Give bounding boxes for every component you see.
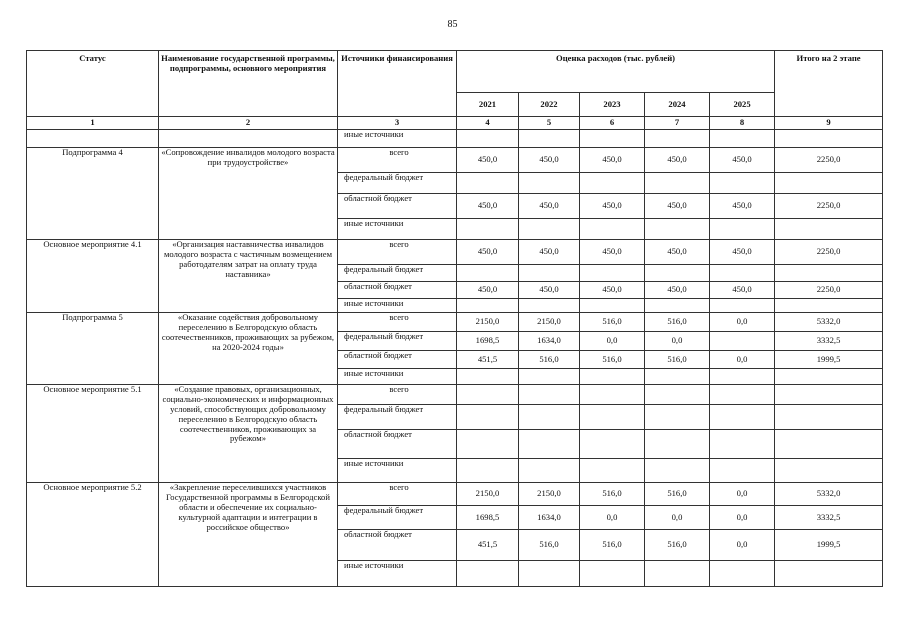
year-value — [580, 265, 645, 282]
row-name: «Оказание содействия добровольному переселению в Белгородскую область соотечественников, проживающих за рубежом, на 2020-2024 годы» — [159, 313, 338, 385]
year-value: 0,0 — [710, 506, 775, 530]
column-number: 8 — [710, 117, 775, 130]
page-number: 85 — [447, 19, 458, 30]
year-value — [519, 561, 580, 587]
year-value — [519, 405, 580, 430]
year-value: 451,5 — [457, 351, 519, 369]
header-year: 2023 — [580, 93, 645, 117]
row-status: Подпрограмма 5 — [27, 313, 159, 385]
header-estimate: Оценка расходов (тыс. рублей) — [457, 51, 775, 93]
total-value: 2250,0 — [775, 148, 883, 173]
year-value — [645, 430, 710, 459]
source-label: иные источники — [338, 369, 457, 385]
year-value — [457, 561, 519, 587]
source-label: всего — [338, 148, 457, 173]
year-value — [645, 405, 710, 430]
year-value: 450,0 — [457, 282, 519, 299]
year-value: 1698,5 — [457, 332, 519, 351]
source-label: областной бюджет — [338, 430, 457, 459]
year-value: 1634,0 — [519, 332, 580, 351]
year-value: 516,0 — [580, 483, 645, 506]
year-value — [457, 173, 519, 194]
year-value: 0,0 — [710, 351, 775, 369]
source-label: иные источники — [338, 219, 457, 240]
year-value: 516,0 — [645, 530, 710, 561]
year-value: 450,0 — [519, 282, 580, 299]
year-value — [457, 385, 519, 405]
year-value: 2150,0 — [457, 483, 519, 506]
year-value: 450,0 — [645, 148, 710, 173]
total-value: 5332,0 — [775, 483, 883, 506]
year-value — [645, 265, 710, 282]
row-status: Основное мероприятие 5.2 — [27, 483, 159, 587]
source-label: областной бюджет — [338, 351, 457, 369]
table-row — [27, 313, 883, 332]
source-label: иные источники — [338, 459, 457, 483]
year-value — [645, 173, 710, 194]
column-number: 2 — [159, 117, 338, 130]
header-name: Наименование государственной программы, подпрограммы, основного мероприятия — [159, 51, 338, 117]
row-status: Подпрограмма 4 — [27, 148, 159, 240]
year-value — [710, 332, 775, 351]
row-status: Основное мероприятие 4.1 — [27, 240, 159, 313]
year-value: 516,0 — [645, 483, 710, 506]
source-label: всего — [338, 385, 457, 405]
year-value: 450,0 — [457, 148, 519, 173]
year-value — [580, 430, 645, 459]
year-value: 0,0 — [710, 530, 775, 561]
total-value: 2250,0 — [775, 282, 883, 299]
source-label: федеральный бюджет — [338, 265, 457, 282]
source-label: всего — [338, 313, 457, 332]
source-label: федеральный бюджет — [338, 405, 457, 430]
year-value: 450,0 — [710, 194, 775, 219]
column-number: 4 — [457, 117, 519, 130]
year-value — [710, 430, 775, 459]
year-value: 516,0 — [580, 530, 645, 561]
total-value: 5332,0 — [775, 313, 883, 332]
year-value — [580, 561, 645, 587]
year-value — [457, 265, 519, 282]
source-label: федеральный бюджет — [338, 173, 457, 194]
year-value: 2150,0 — [519, 483, 580, 506]
source-label: всего — [338, 240, 457, 265]
source-label: областной бюджет — [338, 282, 457, 299]
year-value: 450,0 — [457, 240, 519, 265]
year-value — [710, 173, 775, 194]
row-name: «Создание правовых, организационных, социально-экономических и информационных условий, способствующих добровольному переселению в Белгородскую область соотечественников, проживающих за рубежом» — [159, 385, 338, 483]
total-value — [775, 405, 883, 430]
year-value — [710, 369, 775, 385]
year-value: 0,0 — [710, 483, 775, 506]
year-value: 0,0 — [580, 506, 645, 530]
year-value — [519, 369, 580, 385]
total-value — [775, 561, 883, 587]
header-year: 2025 — [710, 93, 775, 117]
year-value: 450,0 — [710, 148, 775, 173]
year-value: 450,0 — [580, 282, 645, 299]
source-label: всего — [338, 483, 457, 506]
year-value — [519, 265, 580, 282]
year-value — [457, 405, 519, 430]
year-value — [519, 430, 580, 459]
year-value: 450,0 — [519, 240, 580, 265]
year-value — [580, 405, 645, 430]
total-value: 3332,5 — [775, 506, 883, 530]
column-number: 5 — [519, 117, 580, 130]
year-value — [580, 219, 645, 240]
total-value — [775, 299, 883, 313]
source-label: областной бюджет — [338, 530, 457, 561]
year-value — [710, 385, 775, 405]
year-value: 2150,0 — [457, 313, 519, 332]
source-label: иные источники — [338, 561, 457, 587]
year-value — [457, 459, 519, 483]
empty-cell — [159, 130, 338, 148]
year-value: 450,0 — [710, 240, 775, 265]
row-name: «Сопровождение инвалидов молодого возраста при трудоустройстве» — [159, 148, 338, 240]
header-year: 2022 — [519, 93, 580, 117]
year-value: 450,0 — [645, 240, 710, 265]
year-value: 450,0 — [580, 240, 645, 265]
year-value: 0,0 — [645, 332, 710, 351]
year-value: 516,0 — [645, 351, 710, 369]
year-value — [457, 430, 519, 459]
year-value — [519, 299, 580, 313]
year-value — [519, 173, 580, 194]
year-value — [710, 265, 775, 282]
year-value: 516,0 — [519, 351, 580, 369]
year-value — [580, 299, 645, 313]
year-value — [457, 219, 519, 240]
year-value — [710, 561, 775, 587]
year-value: 0,0 — [710, 313, 775, 332]
year-value: 450,0 — [457, 194, 519, 219]
total-value — [775, 265, 883, 282]
source-label: иные источники — [338, 299, 457, 313]
year-value — [645, 459, 710, 483]
total-value — [775, 173, 883, 194]
year-value: 450,0 — [710, 282, 775, 299]
year-value — [710, 459, 775, 483]
year-value: 450,0 — [519, 194, 580, 219]
column-number: 3 — [338, 117, 457, 130]
year-value: 516,0 — [580, 313, 645, 332]
year-value: 450,0 — [580, 148, 645, 173]
year-value — [457, 369, 519, 385]
year-value — [519, 385, 580, 405]
header-sources: Источники финансирования — [338, 51, 457, 117]
year-value — [645, 385, 710, 405]
year-value: 450,0 — [645, 194, 710, 219]
total-value: 1999,5 — [775, 530, 883, 561]
year-value: 450,0 — [580, 194, 645, 219]
column-number: 7 — [645, 117, 710, 130]
source-label: федеральный бюджет — [338, 506, 457, 530]
year-value — [710, 299, 775, 313]
source-label: областной бюджет — [338, 194, 457, 219]
row-name: «Закрепление переселившихся участников Государственной программы в Белгородской области и обеспечение их социально-культурной адаптации и интеграции в российское общество» — [159, 483, 338, 587]
year-value: 450,0 — [519, 148, 580, 173]
table-row — [27, 483, 883, 506]
table-row — [27, 385, 883, 405]
year-value — [580, 369, 645, 385]
year-value: 451,5 — [457, 530, 519, 561]
total-value — [775, 219, 883, 240]
table-row — [27, 148, 883, 173]
total-value — [775, 369, 883, 385]
total-value: 1999,5 — [775, 351, 883, 369]
column-number: 1 — [27, 117, 159, 130]
expenditure-table — [26, 50, 883, 587]
total-value — [775, 459, 883, 483]
total-value: 3332,5 — [775, 332, 883, 351]
total-value — [775, 430, 883, 459]
source-label: иные источники — [338, 130, 457, 148]
year-value — [710, 405, 775, 430]
year-value — [710, 219, 775, 240]
year-value — [645, 561, 710, 587]
year-value — [580, 173, 645, 194]
header-year: 2024 — [645, 93, 710, 117]
empty-cell — [27, 130, 159, 148]
total-value: 2250,0 — [775, 194, 883, 219]
table-row — [27, 240, 883, 265]
row-status: Основное мероприятие 5.1 — [27, 385, 159, 483]
year-value: 0,0 — [580, 332, 645, 351]
header-status: Статус — [27, 51, 159, 117]
row-name: «Организация наставничества инвалидов молодого возраста с частичным возмещением работодателям затрат на оплату труда наставника» — [159, 240, 338, 313]
column-number: 9 — [775, 117, 883, 130]
year-value: 516,0 — [645, 313, 710, 332]
year-value — [645, 219, 710, 240]
year-value — [645, 299, 710, 313]
year-value — [580, 385, 645, 405]
year-value — [519, 219, 580, 240]
year-value: 0,0 — [645, 506, 710, 530]
year-value: 516,0 — [580, 351, 645, 369]
year-value — [645, 369, 710, 385]
total-value: 2250,0 — [775, 240, 883, 265]
total-value — [775, 385, 883, 405]
year-value — [519, 459, 580, 483]
header-year: 2021 — [457, 93, 519, 117]
year-value: 516,0 — [519, 530, 580, 561]
source-label: федеральный бюджет — [338, 332, 457, 351]
year-value: 1698,5 — [457, 506, 519, 530]
year-value: 450,0 — [645, 282, 710, 299]
year-value: 2150,0 — [519, 313, 580, 332]
year-value — [580, 459, 645, 483]
header-total: Итого на 2 этапе — [775, 51, 883, 117]
column-number: 6 — [580, 117, 645, 130]
year-value: 1634,0 — [519, 506, 580, 530]
year-value — [457, 299, 519, 313]
